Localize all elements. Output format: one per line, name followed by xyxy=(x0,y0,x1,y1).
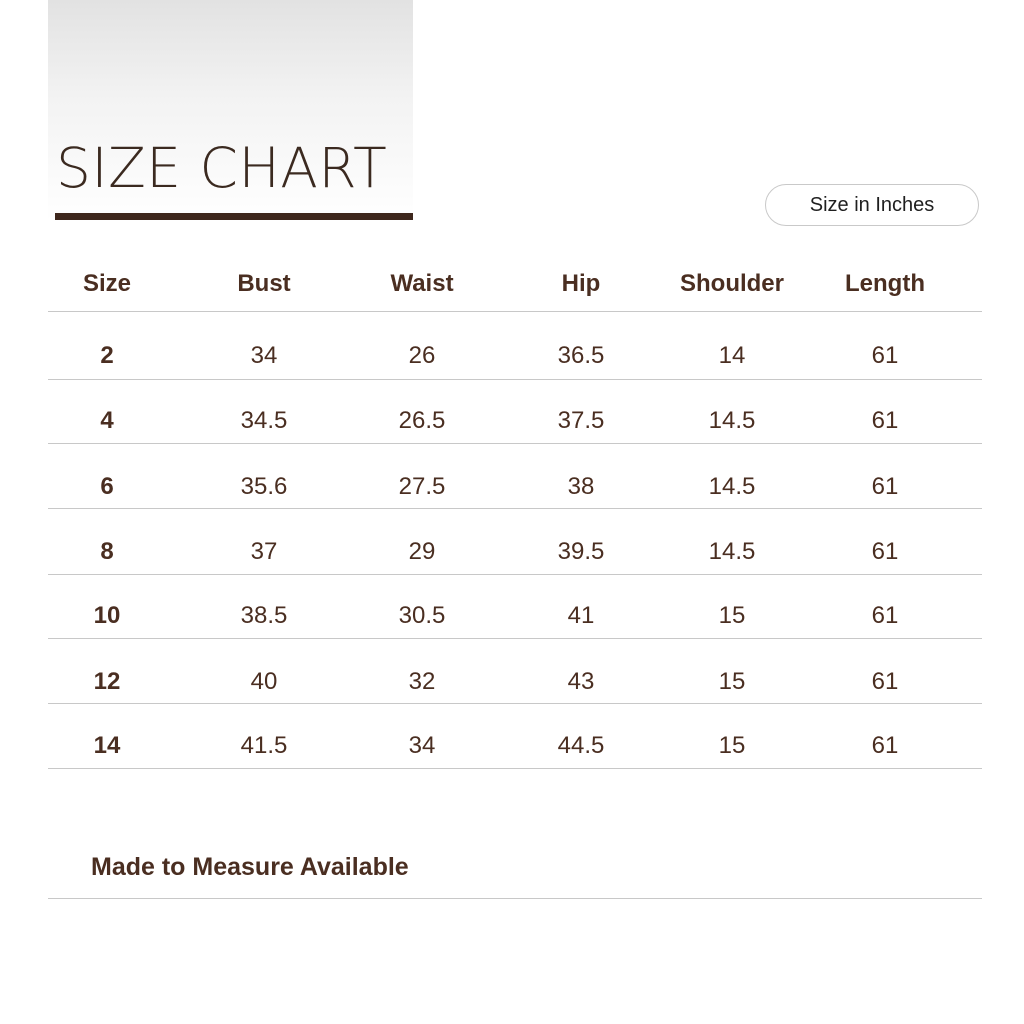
column-header-bust: Bust xyxy=(237,270,291,297)
measurement-cell: 61 xyxy=(871,342,899,369)
row-divider xyxy=(48,311,982,312)
measurement-cell: 34.5 xyxy=(240,407,288,434)
measurement-cell: 26 xyxy=(408,342,436,369)
size-cell: 10 xyxy=(93,602,121,629)
measurement-cell: 37.5 xyxy=(557,407,605,434)
measurement-cell: 38.5 xyxy=(240,602,288,629)
size-cell: 6 xyxy=(100,473,114,500)
measurement-cell: 35.6 xyxy=(240,473,288,500)
size-cell: 14 xyxy=(93,732,121,759)
measurement-cell: 34 xyxy=(408,732,436,759)
measurement-cell: 26.5 xyxy=(398,407,446,434)
row-divider xyxy=(48,638,982,639)
measurement-cell: 61 xyxy=(871,732,899,759)
measurement-cell: 38 xyxy=(567,473,595,500)
page-title: SIZE CHART xyxy=(56,136,388,200)
measurement-cell: 43 xyxy=(567,668,595,695)
row-divider xyxy=(48,443,982,444)
measurement-cell: 36.5 xyxy=(557,342,605,369)
column-header-length: Length xyxy=(845,270,925,297)
footer-note: Made to Measure Available xyxy=(91,853,409,881)
measurement-cell: 14.5 xyxy=(708,407,756,434)
row-divider xyxy=(48,574,982,575)
size-cell: 2 xyxy=(100,342,114,369)
row-divider xyxy=(48,379,982,380)
title-underline xyxy=(55,213,413,220)
measurement-cell: 32 xyxy=(408,668,436,695)
measurement-cell: 39.5 xyxy=(557,538,605,565)
unit-badge: Size in Inches xyxy=(765,184,979,226)
size-cell: 4 xyxy=(100,407,114,434)
measurement-cell: 41 xyxy=(567,602,595,629)
footer-divider xyxy=(48,898,982,899)
row-divider xyxy=(48,508,982,509)
measurement-cell: 29 xyxy=(408,538,436,565)
measurement-cell: 15 xyxy=(718,602,746,629)
measurement-cell: 61 xyxy=(871,668,899,695)
measurement-cell: 61 xyxy=(871,407,899,434)
measurement-cell: 15 xyxy=(718,732,746,759)
measurement-cell: 61 xyxy=(871,473,899,500)
measurement-cell: 14 xyxy=(718,342,746,369)
measurement-cell: 44.5 xyxy=(557,732,605,759)
measurement-cell: 30.5 xyxy=(398,602,446,629)
measurement-cell: 27.5 xyxy=(398,473,446,500)
row-divider xyxy=(48,703,982,704)
measurement-cell: 61 xyxy=(871,602,899,629)
column-header-shoulder: Shoulder xyxy=(679,270,784,297)
measurement-cell: 41.5 xyxy=(240,732,288,759)
size-cell: 12 xyxy=(93,668,121,695)
measurement-cell: 14.5 xyxy=(708,538,756,565)
column-header-hip: Hip xyxy=(561,270,601,297)
column-header-size: Size xyxy=(82,270,132,297)
measurement-cell: 40 xyxy=(250,668,278,695)
measurement-cell: 14.5 xyxy=(708,473,756,500)
measurement-cell: 34 xyxy=(250,342,278,369)
column-header-waist: Waist xyxy=(390,270,454,297)
measurement-cell: 15 xyxy=(718,668,746,695)
measurement-cell: 61 xyxy=(871,538,899,565)
row-divider xyxy=(48,768,982,769)
measurement-cell: 37 xyxy=(250,538,278,565)
size-cell: 8 xyxy=(100,538,114,565)
